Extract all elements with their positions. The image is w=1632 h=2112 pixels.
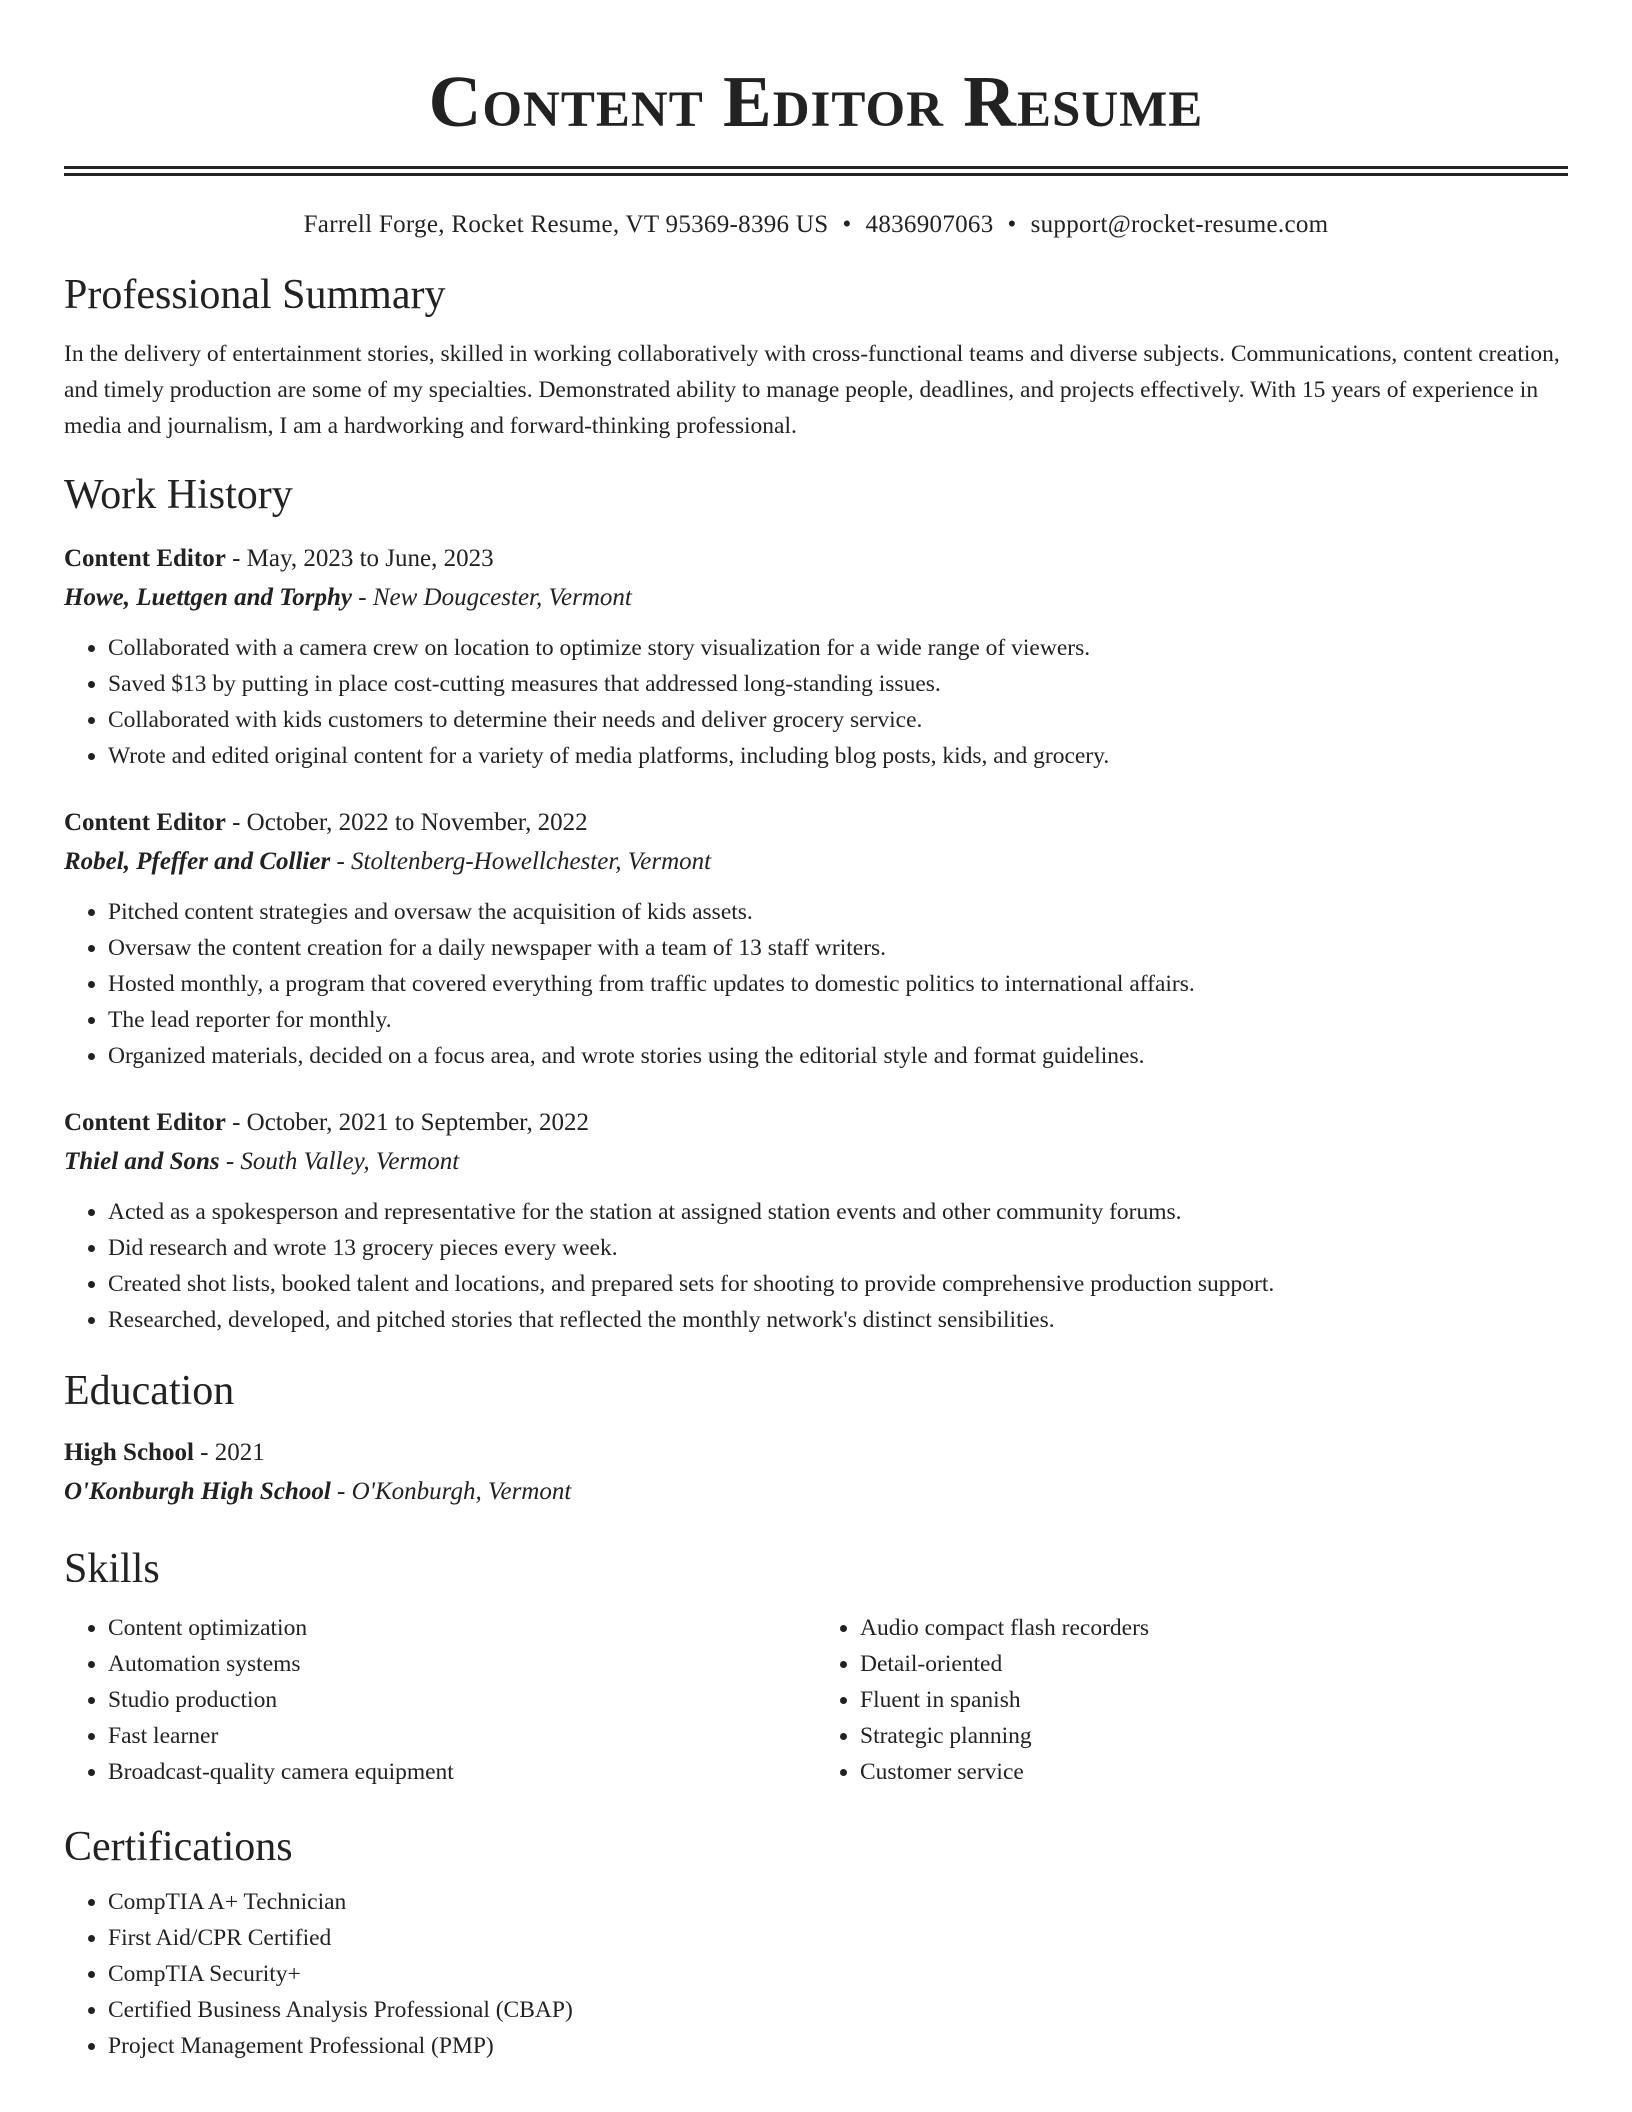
education-school: O'Konburgh High School xyxy=(64,1478,331,1505)
skill-item: • Detail-oriented xyxy=(860,1646,1568,1682)
job-bullets xyxy=(64,1194,1568,1338)
title-double-rule xyxy=(64,166,1568,176)
job-role: Content Editor xyxy=(64,545,226,572)
job-bullet: • Pitched content strategies and oversaw the acquisition of kids assets. xyxy=(108,894,1568,930)
job-title-line xyxy=(64,540,1568,578)
job-entry xyxy=(64,540,1568,774)
job-company: Thiel and Sons xyxy=(64,1148,220,1175)
job-bullet: • Created shot lists, booked talent and locations, and prepared sets for shooting to provide comprehensive production support. xyxy=(108,1266,1568,1302)
job-entry xyxy=(64,1104,1568,1338)
skills-right-column xyxy=(816,1610,1568,1790)
job-company: Robel, Pfeffer and Collier xyxy=(64,848,331,875)
education-school-line xyxy=(64,1472,1568,1512)
job-bullet: • Collaborated with kids customers to determine their needs and deliver grocery service. xyxy=(108,702,1568,738)
job-location: - Stoltenberg-Howellchester, Vermont xyxy=(330,848,712,875)
job-bullet: • Did research and wrote 13 grocery pieces every week. xyxy=(108,1230,1568,1266)
job-bullet: • Researched, developed, and pitched stories that reflected the monthly network's distinct sensibilities. xyxy=(108,1302,1568,1338)
certification-item: • Project Management Professional (PMP) xyxy=(108,2028,1568,2064)
skill-item: • Fast learner xyxy=(108,1718,816,1754)
skill-item: • Strategic planning xyxy=(860,1718,1568,1754)
job-bullet: • Hosted monthly, a program that covered everything from traffic updates to domestic politics to international affairs. xyxy=(108,966,1568,1002)
skill-item: • Customer service xyxy=(860,1754,1568,1790)
skill-item: • Broadcast-quality camera equipment xyxy=(108,1754,816,1790)
job-bullet: • The lead reporter for monthly. xyxy=(108,1002,1568,1038)
resume-title: Content Editor Resume xyxy=(428,61,1204,142)
job-location: - New Dougcester, Vermont xyxy=(352,584,632,611)
summary-text: In the delivery of entertainment stories, skilled in working collaboratively with cross-functional teams and diverse subjects. Communications, content creation, and timely production are some of my specialties. Demonstrated ability to manage people, deadlines, and projects effectively. With 15 years of experience in media and journalism, I am a hardworking and forward-thinking professional. xyxy=(64,341,1560,439)
education-year: - 2021 xyxy=(193,1439,265,1466)
skills-heading: Skills xyxy=(64,1546,160,1592)
certifications-list xyxy=(64,1884,1568,2064)
skill-item: • Content optimization xyxy=(108,1610,816,1646)
job-company-line xyxy=(64,842,1568,882)
skill-item: • Audio compact flash recorders xyxy=(860,1610,1568,1646)
education-degree-line xyxy=(64,1434,1568,1472)
job-entry xyxy=(64,804,1568,1074)
skills-grid xyxy=(64,1610,1568,1790)
skill-item: • Fluent in spanish xyxy=(860,1682,1568,1718)
contact-phone: 4836907063 xyxy=(865,211,994,238)
resume-page xyxy=(64,0,1568,2064)
job-bullet: • Wrote and edited original content for a variety of media platforms, including blog posts, kids, and grocery. xyxy=(108,738,1568,774)
job-bullets xyxy=(64,630,1568,774)
job-bullet: • Organized materials, decided on a focus area, and wrote stories using the editorial style and format guidelines. xyxy=(108,1038,1568,1074)
skills-left-column xyxy=(64,1610,816,1790)
contact-separator: • xyxy=(1007,211,1017,238)
job-dates: - October, 2022 to November, 2022 xyxy=(225,809,588,836)
summary-heading: Professional Summary xyxy=(64,272,446,318)
job-bullet: • Acted as a spokesperson and representative for the station at assigned station events and other community forums. xyxy=(108,1194,1568,1230)
job-bullet: • Oversaw the content creation for a daily newspaper with a team of 13 staff writers. xyxy=(108,930,1568,966)
job-bullets xyxy=(64,894,1568,1074)
contact-address: Farrell Forge, Rocket Resume, VT 95369-8396 US xyxy=(303,211,829,238)
skill-item: • Studio production xyxy=(108,1682,816,1718)
certifications-heading: Certifications xyxy=(64,1824,293,1870)
job-company-line xyxy=(64,578,1568,618)
job-company: Howe, Luettgen and Torphy xyxy=(64,584,352,611)
job-company-line xyxy=(64,1142,1568,1182)
education-heading: Education xyxy=(64,1368,235,1414)
job-dates: - October, 2021 to September, 2022 xyxy=(225,1109,590,1136)
education-degree: High School xyxy=(64,1439,194,1466)
contact-separator: • xyxy=(842,211,852,238)
job-dates: - May, 2023 to June, 2023 xyxy=(225,545,494,572)
work-history-heading: Work History xyxy=(64,472,293,518)
contact-email: support@rocket-resume.com xyxy=(1030,211,1329,238)
certification-item: • Certified Business Analysis Professional (CBAP) xyxy=(108,1992,1568,2028)
job-title-line xyxy=(64,804,1568,842)
job-role: Content Editor xyxy=(64,809,226,836)
skill-item: • Automation systems xyxy=(108,1646,816,1682)
certification-item: • CompTIA A+ Technician xyxy=(108,1884,1568,1920)
contact-line xyxy=(64,208,1568,242)
education-entry xyxy=(64,1434,1568,1512)
job-bullet: • Collaborated with a camera crew on location to optimize story visualization for a wide range of viewers. xyxy=(108,630,1568,666)
job-bullet: • Saved $13 by putting in place cost-cutting measures that addressed long-standing issues. xyxy=(108,666,1568,702)
job-role: Content Editor xyxy=(64,1109,226,1136)
certification-item: • First Aid/CPR Certified xyxy=(108,1920,1568,1956)
job-title-line xyxy=(64,1104,1568,1142)
education-location: - O'Konburgh, Vermont xyxy=(330,1478,572,1505)
certification-item: • CompTIA Security+ xyxy=(108,1956,1568,1992)
job-location: - South Valley, Vermont xyxy=(219,1148,460,1175)
